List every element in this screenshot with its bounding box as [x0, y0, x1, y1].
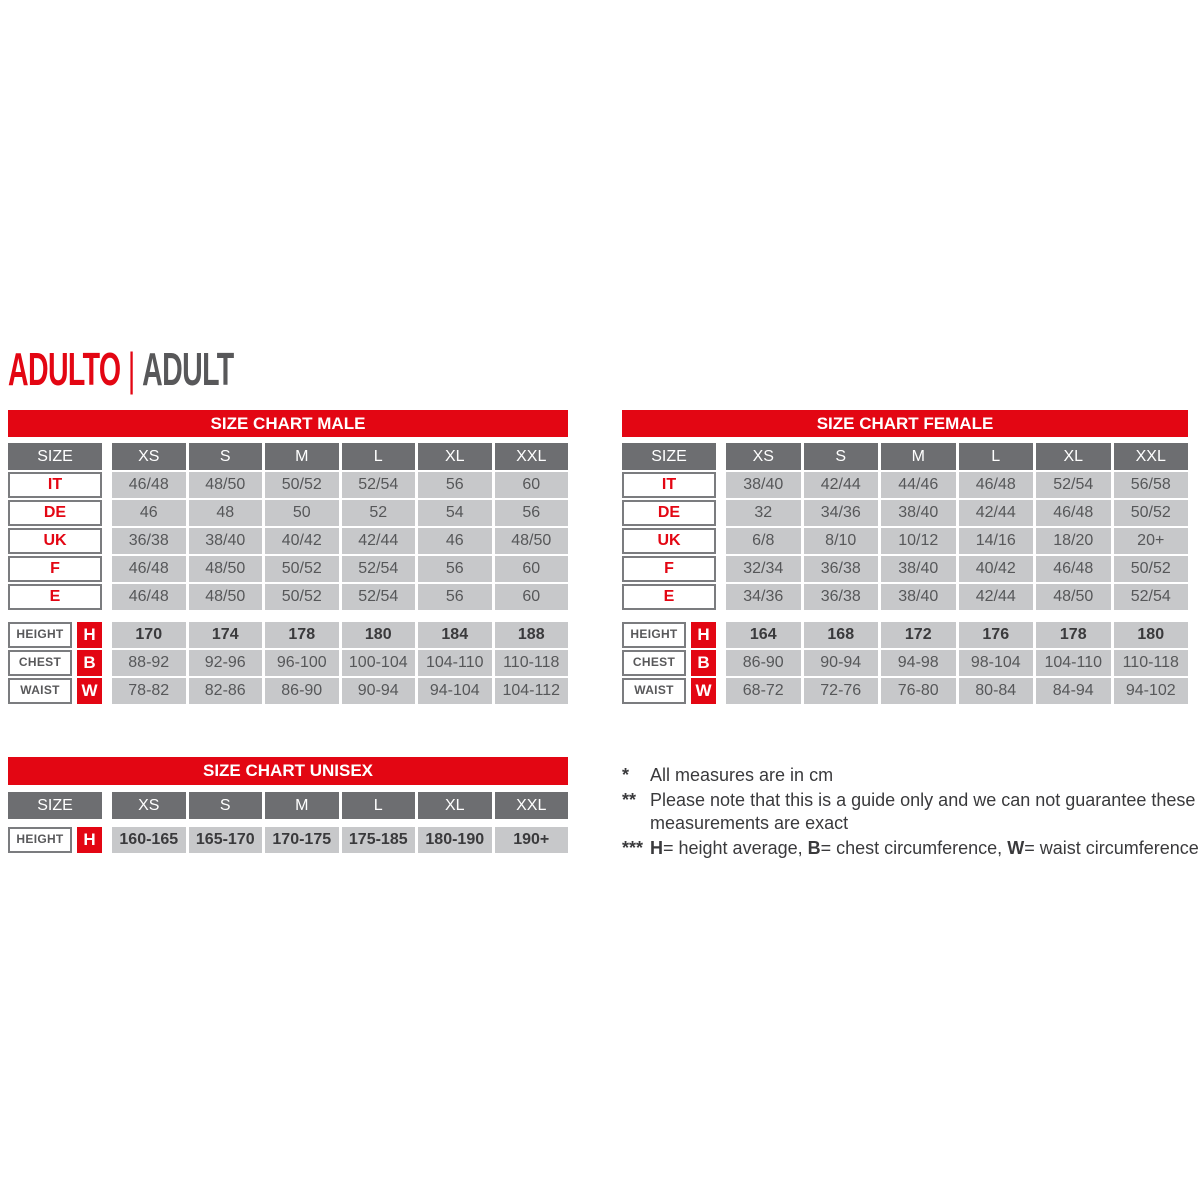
size-column-header: SIZE: [8, 792, 102, 819]
size-row-e: [622, 584, 1188, 610]
size-cell: 60: [495, 556, 569, 582]
size-cell: 46/48: [1036, 556, 1111, 582]
footnote-2: [622, 789, 1200, 835]
size-cell: 50/52: [1114, 500, 1189, 526]
measure-label-height: HEIGHT: [622, 622, 686, 648]
measure-letter-w: W: [77, 678, 102, 704]
row-label-it: IT: [622, 472, 716, 498]
size-cell: 50/52: [265, 556, 339, 582]
size-cell: 34/36: [804, 500, 879, 526]
size-cell: 60: [495, 472, 569, 498]
row-label-uk: UK: [8, 528, 102, 554]
column-header-l: L: [342, 792, 416, 819]
measure-cell: 170: [112, 622, 186, 648]
column-header-l: L: [342, 443, 416, 470]
size-chart-unisex: [8, 757, 568, 855]
measure-cell: 84-94: [1036, 678, 1111, 704]
measure-cell: 90-94: [342, 678, 416, 704]
measure-letter-h: H: [77, 827, 102, 853]
size-cell: 50: [265, 500, 339, 526]
size-cell: 40/42: [265, 528, 339, 554]
size-cell: 52/54: [342, 584, 416, 610]
size-row-uk: [622, 528, 1188, 554]
size-cell: 42/44: [959, 584, 1034, 610]
measure-row-waist: [622, 678, 1188, 704]
measure-row-height: [622, 622, 1188, 648]
size-cell: 56: [418, 472, 492, 498]
measure-cell: 172: [881, 622, 956, 648]
row-label-e: E: [8, 584, 102, 610]
size-row-it: [8, 472, 568, 498]
row-label-uk: UK: [622, 528, 716, 554]
size-cell: 32/34: [726, 556, 801, 582]
footnote-text: All measures are in cm: [650, 765, 834, 785]
size-cell: 46/48: [112, 556, 186, 582]
size-cell: 52/54: [1036, 472, 1111, 498]
measure-label-chest: CHEST: [622, 650, 686, 676]
row-spacer: [8, 612, 568, 622]
size-cell: 32: [726, 500, 801, 526]
size-cell: 56: [418, 584, 492, 610]
measure-cell: 176: [959, 622, 1034, 648]
size-cell: 46: [112, 500, 186, 526]
measure-cell: 92-96: [189, 650, 263, 676]
measure-label-waist: WAIST: [8, 678, 72, 704]
measure-cell: 96-100: [265, 650, 339, 676]
table-title-female: SIZE CHART FEMALE: [622, 410, 1188, 437]
size-cell: 50/52: [265, 584, 339, 610]
size-cell: 46/48: [1036, 500, 1111, 526]
size-cell: 8/10: [804, 528, 879, 554]
measure-cell: 110-118: [1114, 650, 1189, 676]
measure-cell: 180: [342, 622, 416, 648]
size-cell: 54: [418, 500, 492, 526]
measure-cell: 170-175: [265, 827, 339, 853]
size-cell: 38/40: [881, 584, 956, 610]
measure-cell: 98-104: [959, 650, 1034, 676]
measure-letter-h: H: [77, 622, 102, 648]
measure-cell: 178: [265, 622, 339, 648]
column-header-xs: XS: [112, 792, 186, 819]
measure-cell: 86-90: [265, 678, 339, 704]
size-cell: 36/38: [112, 528, 186, 554]
page-title: [8, 342, 234, 396]
size-cell: 48: [189, 500, 263, 526]
measure-cell: 68-72: [726, 678, 801, 704]
measure-cell: 190+: [495, 827, 569, 853]
size-row-e: [8, 584, 568, 610]
measure-cell: 160-165: [112, 827, 186, 853]
measure-row-height: [8, 622, 568, 648]
size-cell: 36/38: [804, 584, 879, 610]
column-header-xl: XL: [418, 792, 492, 819]
size-cell: 56/58: [1114, 472, 1189, 498]
measure-cell: 94-104: [418, 678, 492, 704]
footnote-1: [622, 764, 1200, 787]
size-column-header: SIZE: [8, 443, 102, 470]
title-divider: |: [127, 343, 135, 395]
measure-cell: 168: [804, 622, 879, 648]
measure-cell: 180: [1114, 622, 1189, 648]
size-cell: 38/40: [189, 528, 263, 554]
measure-label-waist: WAIST: [622, 678, 686, 704]
measure-cell: 100-104: [342, 650, 416, 676]
column-header-s: S: [189, 792, 263, 819]
size-cell: 20+: [1114, 528, 1189, 554]
column-header-m: M: [265, 443, 339, 470]
footnote-marker: ***: [622, 838, 644, 858]
table-title-unisex: SIZE CHART UNISEX: [8, 757, 568, 785]
row-label-de: DE: [622, 500, 716, 526]
size-cell: 56: [495, 500, 569, 526]
column-header-xl: XL: [418, 443, 492, 470]
column-header-row: [8, 792, 568, 819]
size-cell: 38/40: [881, 500, 956, 526]
footnote-marker: **: [622, 790, 637, 810]
size-row-f: [622, 556, 1188, 582]
measure-cell: 88-92: [112, 650, 186, 676]
row-spacer: [622, 612, 1188, 622]
footnote-text: H= height average, B= chest circumference, W= waist circumference: [650, 838, 1199, 858]
measure-letter-b: B: [77, 650, 102, 676]
column-header-s: S: [804, 443, 879, 470]
measure-row-chest: [8, 650, 568, 676]
size-cell: 18/20: [1036, 528, 1111, 554]
size-cell: 48/50: [189, 472, 263, 498]
size-cell: 42/44: [804, 472, 879, 498]
measure-cell: 165-170: [189, 827, 263, 853]
measure-letter-w: W: [691, 678, 716, 704]
row-label-f: F: [622, 556, 716, 582]
row-label-de: DE: [8, 500, 102, 526]
size-cell: 6/8: [726, 528, 801, 554]
measure-cell: 94-98: [881, 650, 956, 676]
size-cell: 38/40: [881, 556, 956, 582]
measure-cell: 180-190: [418, 827, 492, 853]
size-cell: 46: [418, 528, 492, 554]
measure-cell: 104-110: [418, 650, 492, 676]
measure-cell: 76-80: [881, 678, 956, 704]
column-header-l: L: [959, 443, 1034, 470]
measure-cell: 80-84: [959, 678, 1034, 704]
size-cell: 46/48: [959, 472, 1034, 498]
size-cell: 48/50: [189, 584, 263, 610]
row-label-f: F: [8, 556, 102, 582]
size-row-it: [622, 472, 1188, 498]
column-header-xxl: XXL: [495, 792, 569, 819]
measure-cell: 188: [495, 622, 569, 648]
column-header-xs: XS: [112, 443, 186, 470]
size-cell: 44/46: [881, 472, 956, 498]
size-cell: 48/50: [1036, 584, 1111, 610]
measure-cell: 104-112: [495, 678, 569, 704]
title-primary: ADULTO: [8, 343, 121, 395]
column-header-xs: XS: [726, 443, 801, 470]
size-cell: 34/36: [726, 584, 801, 610]
column-header-m: M: [881, 443, 956, 470]
size-cell: 38/40: [726, 472, 801, 498]
measure-row-height: [8, 827, 568, 853]
footnote-text: Please note that this is a guide only and we can not guarantee these measurements are exact: [650, 790, 1196, 833]
footnotes: [622, 764, 1200, 862]
measure-label-chest: CHEST: [8, 650, 72, 676]
measure-cell: 164: [726, 622, 801, 648]
size-cell: 50/52: [1114, 556, 1189, 582]
column-header-m: M: [265, 792, 339, 819]
measure-letter-h: H: [691, 622, 716, 648]
column-header-row: [8, 443, 568, 470]
measure-row-chest: [622, 650, 1188, 676]
measure-cell: 175-185: [342, 827, 416, 853]
size-cell: 42/44: [342, 528, 416, 554]
table-title-male: SIZE CHART MALE: [8, 410, 568, 437]
measure-cell: 90-94: [804, 650, 879, 676]
size-chart-female: [622, 410, 1188, 706]
size-row-de: [622, 500, 1188, 526]
footnote-marker: *: [622, 765, 630, 785]
size-row-f: [8, 556, 568, 582]
title-secondary: ADULT: [142, 343, 234, 395]
measure-label-height: HEIGHT: [8, 827, 72, 853]
size-chart-male: [8, 410, 568, 706]
measure-cell: 78-82: [112, 678, 186, 704]
size-cell: 60: [495, 584, 569, 610]
measure-cell: 110-118: [495, 650, 569, 676]
measure-row-waist: [8, 678, 568, 704]
size-row-de: [8, 500, 568, 526]
size-cell: 14/16: [959, 528, 1034, 554]
size-cell: 48/50: [495, 528, 569, 554]
column-header-row: [622, 443, 1188, 470]
row-label-e: E: [622, 584, 716, 610]
measure-cell: 184: [418, 622, 492, 648]
size-cell: 56: [418, 556, 492, 582]
size-cell: 46/48: [112, 584, 186, 610]
measure-cell: 94-102: [1114, 678, 1189, 704]
measure-cell: 86-90: [726, 650, 801, 676]
size-cell: 52/54: [1114, 584, 1189, 610]
measure-cell: 104-110: [1036, 650, 1111, 676]
size-cell: 10/12: [881, 528, 956, 554]
measure-cell: 82-86: [189, 678, 263, 704]
measure-label-height: HEIGHT: [8, 622, 72, 648]
size-cell: 52: [342, 500, 416, 526]
size-cell: 52/54: [342, 556, 416, 582]
size-cell: 42/44: [959, 500, 1034, 526]
column-header-xxl: XXL: [495, 443, 569, 470]
measure-cell: 178: [1036, 622, 1111, 648]
measure-cell: 174: [189, 622, 263, 648]
column-header-xxl: XXL: [1114, 443, 1189, 470]
measure-letter-b: B: [691, 650, 716, 676]
footnote-3: [622, 837, 1200, 860]
column-header-xl: XL: [1036, 443, 1111, 470]
size-cell: 50/52: [265, 472, 339, 498]
measure-cell: 72-76: [804, 678, 879, 704]
column-header-s: S: [189, 443, 263, 470]
size-cell: 46/48: [112, 472, 186, 498]
size-row-uk: [8, 528, 568, 554]
size-cell: 52/54: [342, 472, 416, 498]
size-cell: 48/50: [189, 556, 263, 582]
row-label-it: IT: [8, 472, 102, 498]
size-cell: 40/42: [959, 556, 1034, 582]
size-column-header: SIZE: [622, 443, 716, 470]
size-cell: 36/38: [804, 556, 879, 582]
